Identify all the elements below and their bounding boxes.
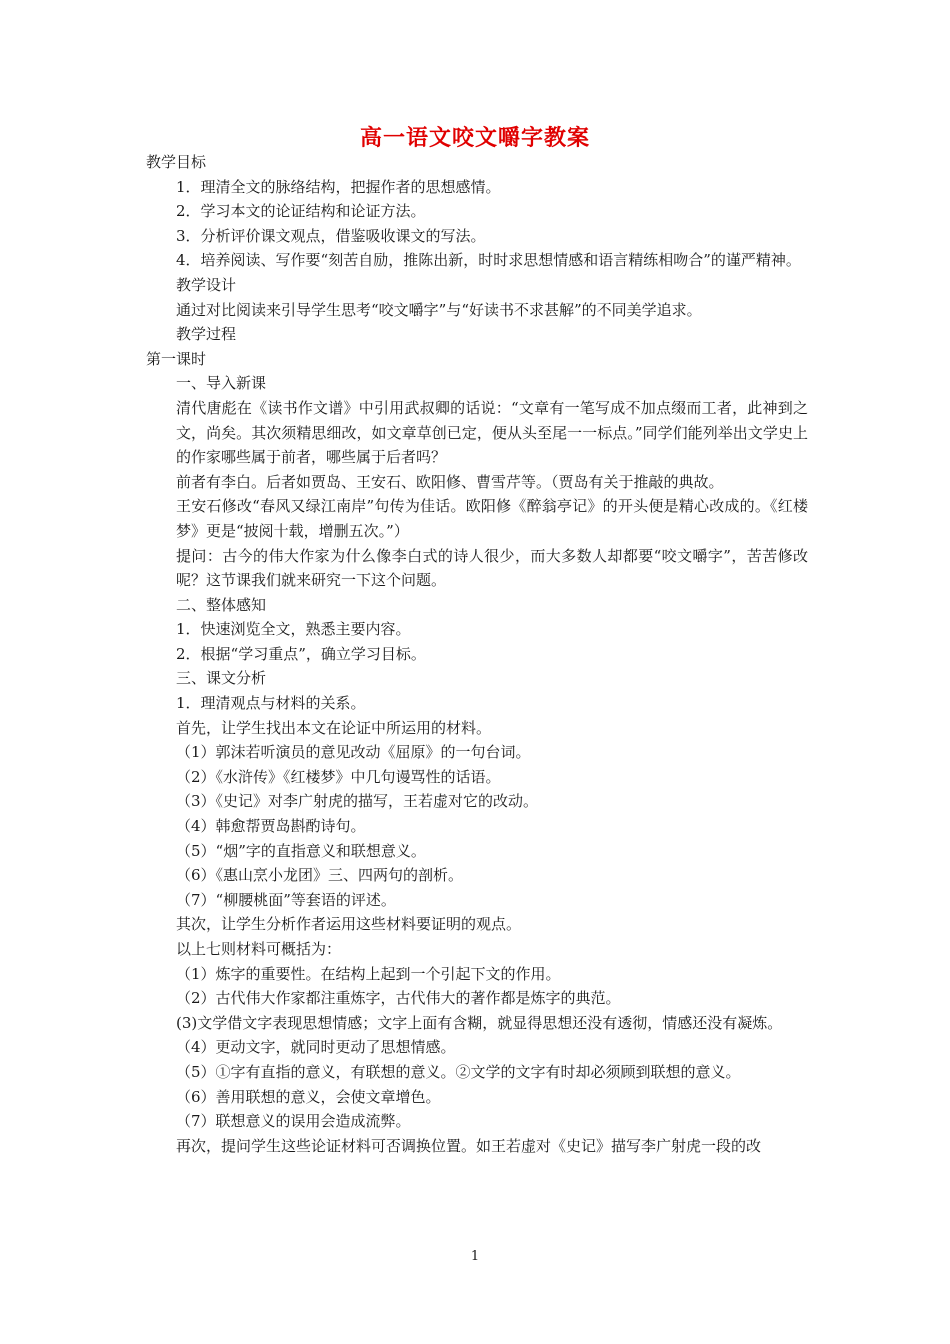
paragraph: 2．学习本文的论证结构和论证方法。 — [176, 202, 426, 221]
paragraph: （1）炼字的重要性。在结构上起到一个引起下文的作用。 — [176, 964, 561, 983]
paragraph: 4．培养阅读、写作要“刻苦自励，推陈出新，时时求思想情感和语言精练相吻合”的谨严精神。 — [176, 251, 801, 270]
paragraph: 教学目标 — [146, 153, 207, 171]
paragraph: 第一课时 — [146, 349, 207, 368]
page-number: 1 — [470, 1249, 480, 1264]
paragraph: （4）更动文字，就同时更动了思想情感。 — [176, 1038, 456, 1057]
paragraph: 教学设计 — [176, 275, 237, 294]
paragraph: 王安石修改“春风又绿江南岸”句传为佳话。欧阳修《醉翁亭记》的开头便是精心改成的。《红楼梦》更是“披阅十载，增删五次。”） — [176, 497, 808, 540]
paragraph: 3．分析评价课文观点，借鉴吸收课文的写法。 — [176, 226, 486, 245]
paragraph: （6）善用联想的意义，会使文章增色。 — [176, 1087, 441, 1106]
paragraph: （7）联想意义的误用会造成流弊。 — [176, 1112, 411, 1131]
paragraph: 三、课文分析 — [176, 669, 267, 688]
paragraph: （5）“烟”字的直指意义和联想意义。 — [176, 841, 426, 860]
paragraph: （3）《史记》对李广射虎的描写，王若虚对它的改动。 — [176, 792, 539, 811]
paragraph: 再次，提问学生这些论证材料可否调换位置。如王若虚对《史记》描写李广射虎一段的改 — [176, 1136, 762, 1155]
paragraph: 清代唐彪在《读书作文谱》中引用武叔卿的话说：“文章有一笔写成不加点缀而工者，此神到之文，尚矣。其次须精思细改，如文章草创已定，便从头至尾一一标点。”同学们能列举出文学史上的作家哪些属于前者，哪些属于后者吗？ — [176, 398, 808, 467]
paragraph: 1．理清观点与材料的关系。 — [176, 694, 366, 713]
paragraph: （2）《水浒传》《红楼梦》中几句谩骂性的话语。 — [176, 767, 501, 786]
paragraph: 其次，让学生分析作者运用这些材料要证明的观点。 — [176, 915, 522, 934]
paragraph: 前者有李白。后者如贾岛、王安石、欧阳修、曹雪芹等。（贾岛有关于推敲的典故。 — [176, 472, 724, 491]
paragraph: （2）古代伟大作家都注重炼字，古代伟大的著作都是炼字的典范。 — [176, 989, 621, 1008]
paragraph: 首先，让学生找出本文在论证中所运用的材料。 — [176, 718, 492, 737]
document-body — [146, 150, 808, 1158]
document-title: 高一语文咬文嚼字教案 — [359, 125, 590, 151]
paragraph: （6）《惠山烹小龙团》三、四两句的剖析。 — [176, 866, 464, 885]
paragraph: 1．快速浏览全文，熟悉主要内容。 — [176, 620, 411, 639]
paragraph: （1）郭沫若听演员的意见改动《屈原》的一句台词。 — [176, 743, 531, 762]
paragraph: （5）①字有直指的意义，有联想的意义。②文学的文字有时却必须顾到联想的意义。 — [176, 1062, 741, 1081]
paragraph: （4）韩愈帮贾岛斟酌诗句。 — [176, 817, 366, 836]
paragraph: 提问：古今的伟大作家为什么像李白式的诗人很少，而大多数人却都要“咬文嚼字”，苦苦修改呢？这节课我们就来研究一下这个问题。 — [176, 546, 808, 590]
paragraph: 二、整体感知 — [176, 595, 267, 614]
paragraph: （7）“柳腰桃面”等套语的评述。 — [176, 890, 396, 909]
paragraph: 2．根据“学习重点”，确立学习目标。 — [176, 644, 426, 663]
paragraph: 以上七则材料可概括为： — [176, 940, 342, 958]
paragraph: 教学过程 — [176, 325, 237, 344]
paragraph: 通过对比阅读来引导学生思考“咬文嚼字”与“好读书不求甚解”的不同美学追求。 — [176, 300, 702, 319]
paragraph: (3)文学借文字表现思想情感；文字上面有含糊，就显得思想还没有透彻，情感还没有凝炼。 — [176, 1013, 783, 1032]
paragraph: 一、导入新课 — [176, 374, 267, 393]
paragraph: 1．理清全文的脉络结构，把握作者的思想感情。 — [176, 177, 501, 196]
